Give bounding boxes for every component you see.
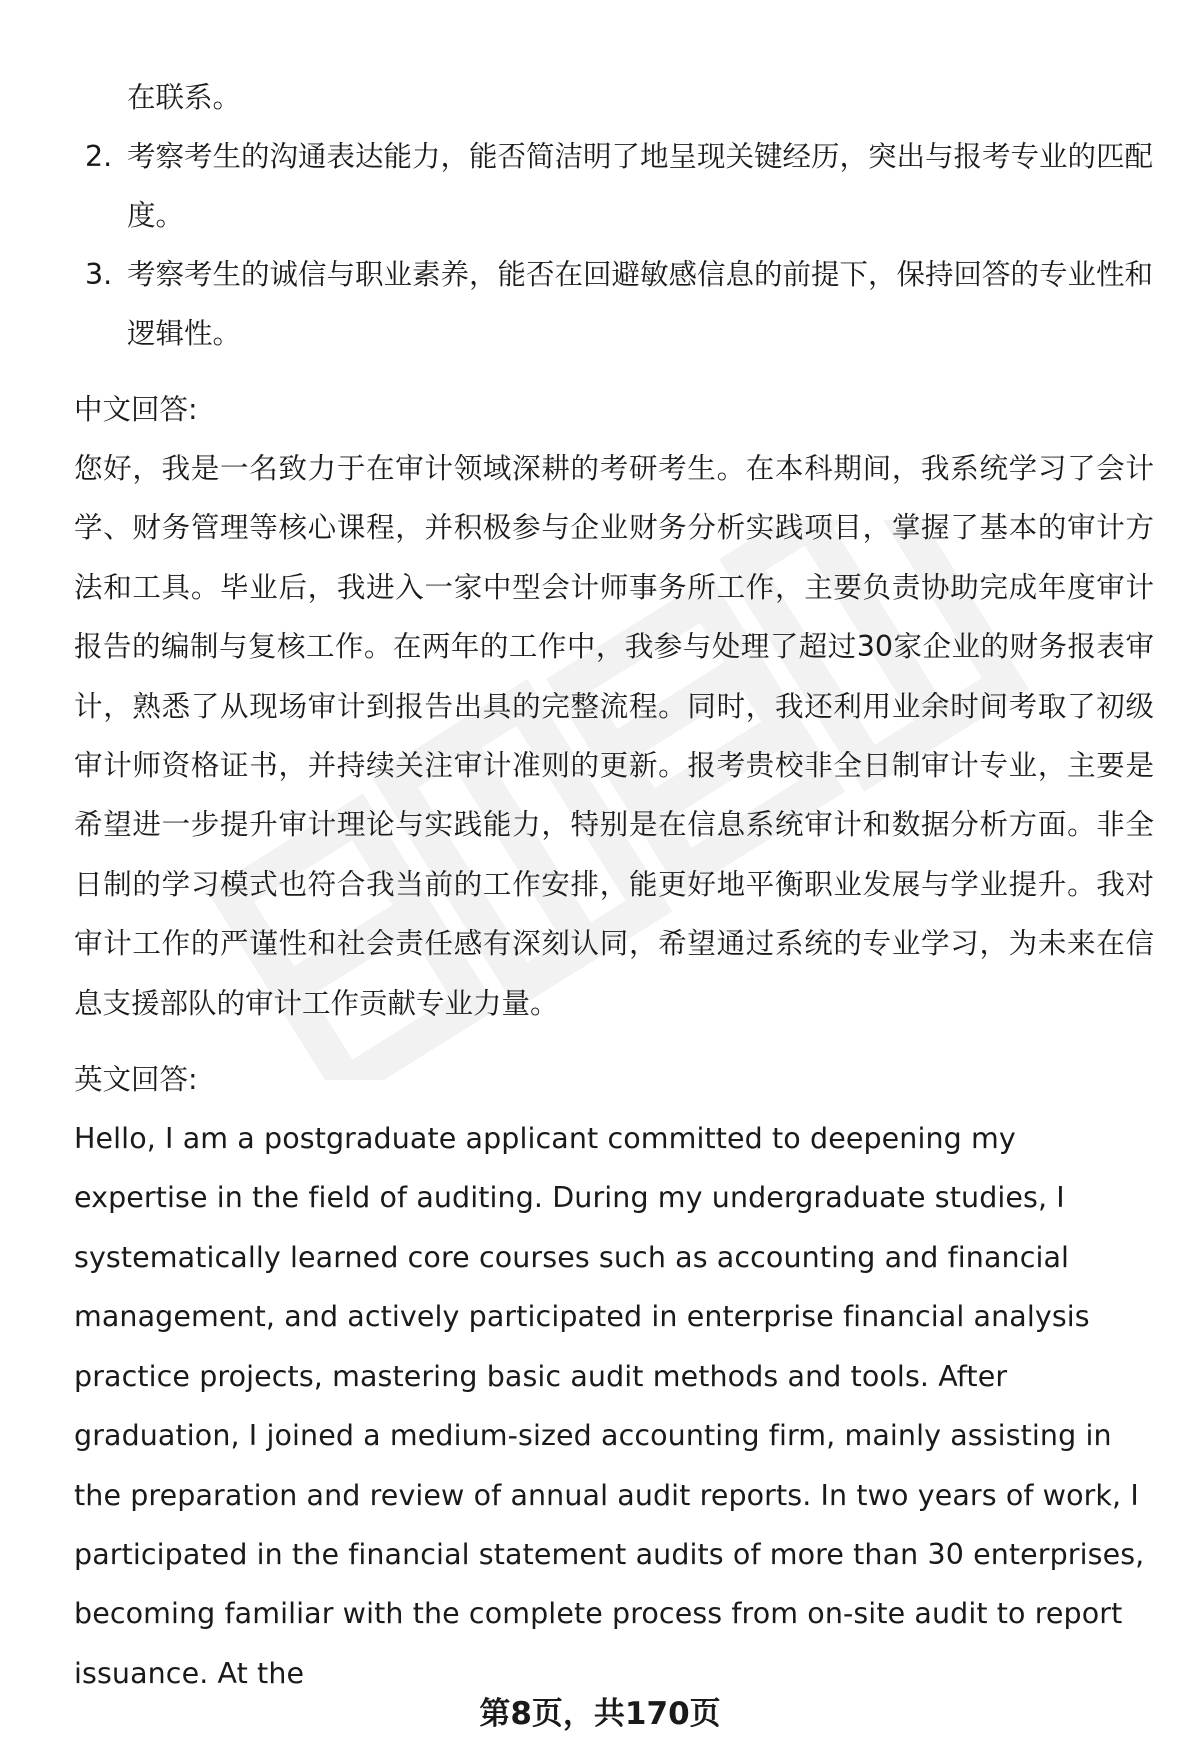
- page-number-footer: 第8页，共170页: [479, 1696, 721, 1732]
- list-item-continuation: 在联系。: [127, 81, 242, 114]
- english-answer-heading: 英文回答:: [74, 1063, 198, 1097]
- list-item-number: 2.: [85, 140, 113, 173]
- list-item-text: 考察考生的诚信与职业素养，能否在回避敏感信息的前提下，保持回答的专业性和逻辑性。: [127, 258, 1154, 350]
- english-answer-text: Hello, I am a postgraduate applicant committed to deepening my expertise in the field of auditing. During my undergraduate studies, I systematically learned core courses such as accounting and financial management, and actively participated in enterprise financial analysis practice projects, mastering basic audit methods and tools. After graduation, I joined a medium-sized accounting firm, mainly assisting in the preparation and review of annual audit reports. In two years of work, I participated in the financial statement audits of more than 30 enterprises, becoming familiar with the complete process from on-site audit to report issuance. At the: [74, 1122, 1145, 1690]
- list-item: [74, 127, 1154, 245]
- list-item: [74, 245, 1154, 363]
- chinese-answer-heading: 中文回答:: [74, 393, 198, 426]
- chinese-answer-text: 您好，我是一名致力于在审计领域深耕的考研考生。在本科期间，我系统学习了会计学、财务管理等核心课程，并积极参与企业财务分析实践项目，掌握了基本的审计方法和工具。毕业后，我进入一家中型会计师事务所工作，主要负责协助完成年度审计报告的编制与复核工作。在两年的工作中，我参与处理了超过30家企业的财务报表审计，熟悉了从现场审计到报告出具的完整流程。同时，我还利用业余时间考取了初级审计师资格证书，并持续关注审计准则的更新。报考贵校非全日制审计专业，主要是希望进一步提升审计理论与实践能力，特别是在信息系统审计和数据分析方面。非全日制的学习模式也符合我当前的工作安排，能更好地平衡职业发展与学业提升。我对审计工作的严谨性和社会责任感有深刻认同，希望通过系统的专业学习，为未来在信息支援部队的审计工作贡献专业力量。: [74, 452, 1154, 1020]
- list-item-number: 3.: [85, 258, 113, 291]
- list-item-text: 考察考生的沟通表达能力，能否简洁明了地呈现关键经历，突出与报考专业的匹配度。: [127, 140, 1154, 232]
- document-body: [74, 68, 1154, 1703]
